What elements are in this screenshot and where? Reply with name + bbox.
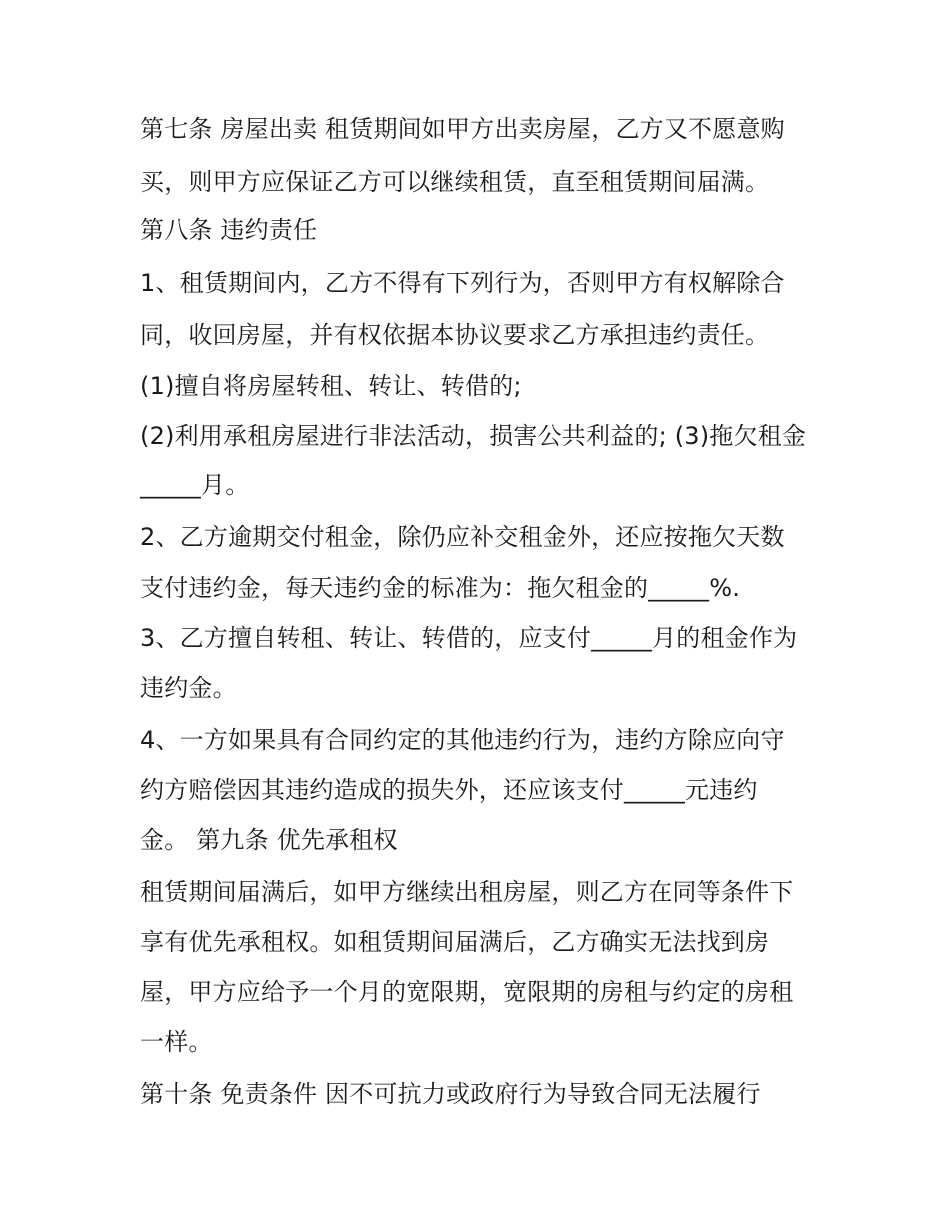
text-line: 4、一方如果具有合同约定的其他违约行为，违约方除应向守	[140, 726, 785, 754]
text-line: 第八条 违约责任	[140, 216, 318, 244]
text-line: 金。 第九条 优先承租权	[140, 826, 398, 854]
text-line: 租赁期间届满后，如甲方继续出租房屋，则乙方在同等条件下	[140, 878, 794, 906]
text-line: 3、乙方擅自转租、转让、转借的，应支付_____月的租金作为	[140, 624, 798, 652]
text-line: 1、租赁期间内，乙方不得有下列行为，否则甲方有权解除合	[140, 269, 785, 297]
text-line: 同，收回房屋，并有权依据本协议要求乙方承担违约责任。	[140, 321, 770, 349]
text-line: 第十条 免责条件 因不可抗力或政府行为导致合同无法履行	[140, 1080, 761, 1108]
text-line: _____月。	[140, 471, 250, 499]
text-line: 屋，甲方应给予一个月的宽限期，宽限期的房租与约定的房租	[140, 978, 794, 1006]
text-line: (2)利用承租房屋进行非法活动，损害公共利益的; (3)拖欠租金	[140, 422, 807, 450]
text-line: 违约金。	[140, 674, 237, 702]
text-line: 第七条 房屋出卖 租赁期间如甲方出卖房屋，乙方又不愿意购	[140, 115, 785, 143]
text-line: 享有优先承租权。如租赁期间届满后，乙方确实无法找到房	[140, 928, 770, 956]
text-line: (1)擅自将房屋转租、转让、转借的;	[140, 372, 522, 400]
text-line: 买，则甲方应保证乙方可以继续租赁，直至租赁期间届满。	[140, 168, 770, 196]
text-line: 支付违约金，每天违约金的标准为：拖欠租金的_____%.	[140, 574, 741, 602]
text-line: 约方赔偿因其违约造成的损失外，还应该支付_____元违约	[140, 776, 758, 804]
text-line: 一样。	[140, 1028, 213, 1056]
text-line: 2、乙方逾期交付租金，除仍应补交租金外，还应按拖欠天数	[140, 523, 785, 551]
